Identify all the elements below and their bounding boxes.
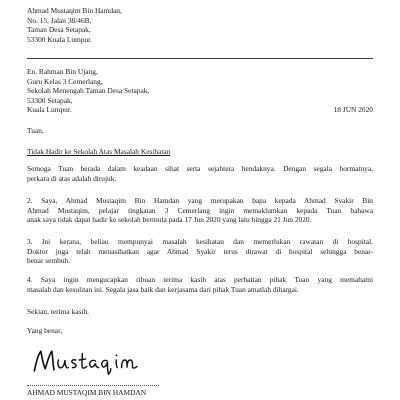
sender-address [27, 6, 373, 44]
paragraph-4-line-1: 4. Saya ingin mengucapkan ribuan terima kasih atas perhatian pihak Tuan yang memahami [27, 275, 373, 284]
recipient-line-4: 53300 Setapak, [27, 95, 73, 105]
handwritten-signature [30, 344, 150, 376]
sender-line-2: No. 15, Jalan 38/46B, [27, 15, 92, 25]
salutation [27, 126, 373, 136]
letter-date: 18 JUN 2020 [333, 105, 373, 114]
paragraph-3-line-2: Doktor juga telah menasihatkan agar Ahmad Syakir terus dirawat di hospital sehingga benar- [27, 246, 373, 256]
subject-line [27, 147, 373, 157]
paragraph-1-line-2: perkara di atas adalah dirujuk. [27, 173, 117, 183]
signer-name [27, 388, 373, 398]
paragraph-1-line-1: Semoga Tuan berada dalam keadaan sihat serta sejahtera hendaknya. Dengan segala hormatnya, [27, 164, 373, 173]
paragraph-2-line-1: 2. Saya, Ahmad Mustaqim Bin Hamdan yang merupakan bapa kepada Ahmad Syakir Bin [27, 196, 373, 205]
paragraph-4-line-2: masalah dan kesulitan ini. Segala jasa baik dan kerjasama dari pihak Tuan amatlah dihargai. [27, 284, 299, 294]
recipient-line-1: En. Rahman Bin Ujang, [27, 67, 98, 76]
paragraph-3-line-3: benar sembuh. [27, 256, 71, 266]
signer-name-text: AHMAD MUSTAQIM BIN HAMDAN [27, 388, 147, 397]
paragraph-2-line-2: Ahmad Mustaqim, pelajar tingkatan 3 Cemerlang ingin memaklumkan kepada Tuan bahawa [27, 205, 373, 215]
paragraph-2-line-3: anak saya tidak dapat hadir ke sekolah bermula pada 17 Jun 2020 yang lalu hingga 21 Jun 2020. [27, 215, 312, 225]
recipient-line-5: Kuala Lumpur. [27, 105, 72, 115]
paragraph-1 [27, 164, 373, 183]
header-divider [27, 58, 373, 59]
sender-line-4: 53300 Kuala Lumpur. [27, 34, 93, 44]
paragraph-3 [27, 237, 373, 266]
salutation-text: Tuan, [27, 126, 44, 135]
signature-dotted-line [27, 385, 159, 386]
closing-thanks-text: Sekian, terima kasih. [27, 307, 89, 316]
closing [27, 326, 373, 336]
closing-text: Yang benar, [27, 326, 63, 335]
recipient-line-2: Guru Kelas 3 Cemerlang, [27, 76, 103, 86]
sender-line-1: Ahmad Mustaqim Bin Hamdan, [27, 6, 122, 15]
paragraph-2 [27, 196, 373, 225]
closing-thanks [27, 307, 373, 317]
recipient-line-3: Sekolah Menengah Taman Desa Setapak, [27, 86, 150, 96]
sender-line-3: Taman Desa Setapak, [27, 25, 91, 35]
subject-text: Tidak Hadir ke Sekolah Atas Masalah Kesihatan [27, 147, 171, 156]
paragraph-4 [27, 275, 373, 294]
paragraph-3-line-1: 3. Ini kerana, beliau mempunyai masalah kesihatan dan memerlukan rawatan di hospital. [27, 237, 373, 246]
recipient-address [27, 67, 373, 115]
